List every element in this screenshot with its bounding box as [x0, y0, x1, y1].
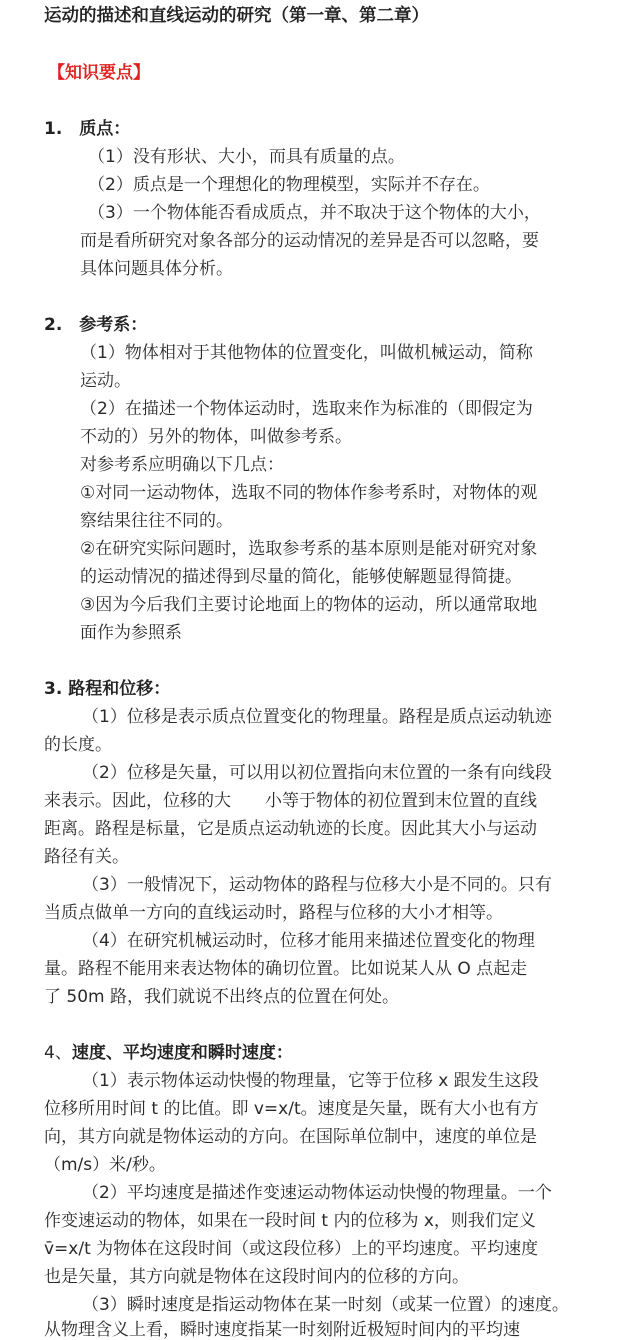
s2-line: ①对同一运动物体，选取不同的物体作参考系时，对物体的观 [80, 483, 538, 503]
s1-line: 而是看所研究对象各部分的运动情况的差异是否可以忽略，要 [80, 231, 539, 251]
s3-line: 了 50m 路，我们就说不出终点的位置在何处。 [44, 987, 399, 1007]
s2-line: 不动的）另外的物体，叫做参考系。 [80, 427, 352, 447]
s4-line: 向，其方向就是物体运动的方向。在国际单位制中，速度的单位是 [44, 1127, 537, 1147]
s3-line: 路径有关。 [44, 847, 129, 867]
s3-line: 距离。路程是标量，它是质点运动轨迹的长度。因此其大小与运动 [44, 819, 537, 839]
section-4-number: 4、 [44, 1043, 72, 1063]
s3-line: 量。路程不能用来表达物体的确切位置。比如说某人从 O 点起走 [44, 959, 528, 979]
s2-line: 运动。 [80, 371, 131, 391]
s1-line: （3）一个物体能否看成质点，并不取决于这个物体的大小， [88, 203, 541, 223]
s3-line: 来表示。因此，位移的大 小等于物体的初位置到末位置的直线 [44, 791, 537, 811]
s3-line: （3）一般情况下，运动物体的路程与位移大小是不同的。只有 [82, 875, 552, 895]
s4-line: （m/s）米/秒。 [44, 1155, 166, 1175]
section-2-heading: 2. 参考系： [44, 315, 148, 335]
s3-line: （4）在研究机械运动时，位移才能用来描述位置变化的物理 [82, 931, 535, 951]
s4-line: 作变速运动的物体，如果在一段时间 t 内的位移为 x，则我们定义 [44, 1211, 536, 1231]
s4-line: （1）表示物体运动快慢的物理量，它等于位移 x 跟发生这段 [82, 1071, 539, 1091]
s3-line: （2）位移是矢量，可以用以初位置指向末位置的一条有向线段 [82, 763, 552, 783]
s3-line: 的长度。 [44, 735, 112, 755]
s4-line: （3）瞬时速度是指运动物体在某一时刻（或某一位置）的速度。 [82, 1295, 569, 1315]
section-label: 【知识要点】 [48, 63, 150, 83]
s1-line: 具体问题具体分析。 [80, 259, 233, 279]
section-4-heading [44, 1043, 293, 1063]
s2-line: ②在研究实际问题时，选取参考系的基本原则是能对研究对象 [80, 539, 538, 559]
s1-line: （2）质点是一个理想化的物理模型，实际并不存在。 [88, 175, 490, 195]
s4-line: v̄=x/t 为物体在这段时间（或这段位移）上的平均速度。平均速度 [44, 1239, 539, 1259]
s2-line: 面作为参照系 [80, 623, 182, 643]
s4-line: 位移所用时间 t 的比值。即 v=x/t。速度是矢量，既有大小也有方 [44, 1099, 539, 1119]
s4-line: 也是矢量，其方向就是物体在这段时间内的位移的方向。 [44, 1267, 469, 1287]
s4-line: 从物理含义上看，瞬时速度指某一时刻附近极短时间内的平均速 [44, 1320, 520, 1340]
section-1-heading: 1. 质点： [44, 119, 131, 139]
s2-line: （1）物体相对于其他物体的位置变化，叫做机械运动，简称 [80, 343, 533, 363]
s2-line: 察结果往往不同的。 [80, 511, 233, 531]
s1-line: （1）没有形状、大小，而具有质量的点。 [88, 147, 405, 167]
s2-line: ③因为今后我们主要讨论地面上的物体的运动，所以通常取地 [80, 595, 538, 615]
s2-line: 对参考系应明确以下几点： [80, 455, 284, 475]
s4-line: （2）平均速度是描述作变速运动物体运动快慢的物理量。一个 [82, 1183, 552, 1203]
section-4-title: 速度、平均速度和瞬时速度： [71, 1043, 293, 1063]
s2-line: 的运动情况的描述得到尽量的简化，能够使解题显得简捷。 [80, 567, 522, 587]
page-title: 运动的描述和直线运动的研究（第一章、第二章） [44, 6, 429, 26]
s2-line: （2）在描述一个物体运动时，选取来作为标准的（即假定为 [80, 399, 533, 419]
s3-line: 当质点做单一方向的直线运动时，路程与位移的大小才相等。 [44, 903, 503, 923]
section-3-heading: 3. 路程和位移： [44, 679, 171, 699]
s3-line: （1）位移是表示质点位置变化的物理量。路程是质点运动轨迹 [82, 707, 552, 727]
